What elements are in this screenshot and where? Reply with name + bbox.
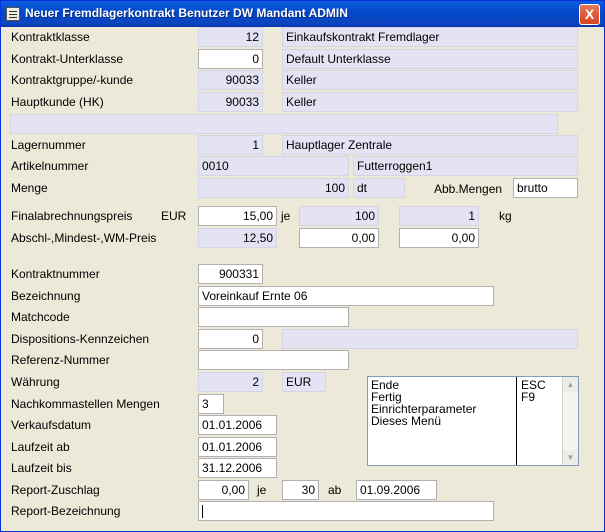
verkaufsdatum-label: Verkaufsdatum (11, 418, 92, 432)
title-bar[interactable] (1, 1, 604, 27)
report-bezeichnung-label: Report-Bezeichnung (11, 504, 121, 518)
command-menu-keys (518, 377, 562, 465)
window-app-icon (6, 7, 20, 21)
kontraktklasse-desc: Einkaufskontrakt Fremdlager (282, 27, 578, 47)
verkaufsdatum-field[interactable]: 01.01.2006 (198, 415, 277, 435)
referenz-field[interactable] (198, 350, 349, 370)
menu-item-dieses-menue[interactable]: Dieses Menü (371, 414, 442, 428)
report-zuschlag-date-field[interactable]: 01.09.2006 (356, 480, 437, 500)
finalpreis-label: Finalabrechnungspreis (11, 209, 133, 223)
report-bezeichnung-field[interactable] (198, 501, 494, 521)
report-zuschlag-per-field[interactable]: 30 (282, 480, 319, 500)
finalpreis-field[interactable]: 15,00 (198, 206, 277, 226)
referenz-label: Referenz-Nummer (11, 353, 110, 367)
waehrung-desc: EUR (282, 372, 326, 392)
kontraktgruppe-desc: Keller (282, 70, 578, 90)
bezeichnung-label: Bezeichnung (11, 289, 81, 303)
nachkomma-label: Nachkommastellen Mengen (11, 397, 160, 411)
menge-field[interactable]: 100 (198, 178, 349, 198)
hauptkunde-desc: Keller (282, 92, 578, 112)
menge-label: Menge (11, 181, 48, 195)
kontraktgruppe-field[interactable]: 90033 (198, 70, 263, 90)
kontraktklasse-field[interactable]: 12 (198, 27, 263, 47)
mindest-price-field[interactable]: 0,00 (299, 228, 379, 248)
kontrakt-unterklasse-field[interactable]: 0 (198, 49, 263, 69)
matchcode-label: Matchcode (11, 310, 70, 324)
hauptkunde-field[interactable]: 90033 (198, 92, 263, 112)
finalpreis-unit: kg (499, 209, 512, 223)
menu-item-einrichterparameter[interactable]: Einrichterparameter (371, 402, 477, 416)
dispo-desc (282, 329, 578, 349)
dispo-label: Dispositions-Kennzeichen (11, 332, 150, 346)
artikelnummer-label: Artikelnummer (11, 159, 89, 173)
finalpreis-per-field[interactable]: 100 (299, 206, 379, 226)
kontraktnummer-label: Kontraktnummer (11, 267, 100, 281)
abb-mengen-field[interactable]: brutto (513, 178, 578, 198)
report-zuschlag-field[interactable]: 0,00 (198, 480, 249, 500)
matchcode-field[interactable] (198, 307, 349, 327)
report-zuschlag-label: Report-Zuschlag (11, 483, 100, 497)
artikelnummer-desc: Futterroggen1 (353, 156, 578, 176)
menge-unit: dt (353, 178, 405, 198)
lagernummer-desc: Hauptlager Zentrale (282, 135, 578, 155)
bezeichnung-field[interactable]: Voreinkauf Ernte 06 (198, 286, 494, 306)
finalpreis-je-label: je (281, 209, 291, 223)
abschl-price-field[interactable]: 12,50 (198, 228, 277, 248)
menu-item-fertig[interactable]: Fertig (371, 390, 402, 404)
laufzeit-bis-field[interactable]: 31.12.2006 (198, 458, 277, 478)
wm-price-field[interactable]: 0,00 (399, 228, 479, 248)
report-zuschlag-je-label: je (257, 483, 267, 497)
scroll-up-icon[interactable]: ▲ (563, 377, 578, 392)
hauptkunde-label: Hauptkunde (HK) (11, 95, 104, 109)
finalpreis-factor-field[interactable]: 1 (399, 206, 479, 226)
close-button[interactable]: X (579, 4, 600, 25)
laufzeit-bis-label: Laufzeit bis (11, 461, 72, 475)
lagernummer-label: Lagernummer (11, 138, 86, 152)
report-zuschlag-ab-label: ab (328, 483, 342, 497)
scroll-down-icon[interactable]: ▼ (563, 450, 578, 465)
lagernummer-field[interactable]: 1 (198, 135, 263, 155)
abschl-label: Abschl-,Mindest-,WM-Preis (11, 231, 157, 245)
kontrakt-unterklasse-desc: Default Unterklasse (282, 49, 578, 69)
kontraktgruppe-label: Kontraktgruppe/-kunde (11, 73, 134, 87)
waehrung-field[interactable]: 2 (198, 372, 263, 392)
waehrung-label: Währung (11, 375, 60, 389)
menu-item-ende[interactable]: Ende (371, 378, 400, 392)
window-title: Neuer Fremdlagerkontrakt Benutzer DW Mandant ADMIN (25, 6, 348, 20)
menu-key-ende: ESC (521, 378, 546, 392)
laufzeit-ab-field[interactable]: 01.01.2006 (198, 437, 277, 457)
command-menu (367, 376, 579, 466)
artikelnummer-field[interactable]: 0010 (198, 156, 349, 176)
info-line (10, 114, 558, 134)
finalpreis-currency: EUR (161, 209, 187, 223)
nachkomma-field[interactable]: 3 (198, 394, 224, 414)
dispo-field[interactable]: 0 (198, 329, 263, 349)
laufzeit-ab-label: Laufzeit ab (11, 440, 70, 454)
kontraktklasse-label: Kontraktklasse (11, 30, 90, 44)
text-cursor (202, 505, 203, 518)
kontrakt-unterklasse-label: Kontrakt-Unterklasse (11, 52, 124, 66)
abb-mengen-label: Abb.Mengen (434, 182, 503, 196)
menu-scrollbar[interactable] (562, 377, 578, 465)
menu-key-fertig: F9 (521, 390, 536, 404)
kontraktnummer-field[interactable]: 900331 (198, 264, 263, 284)
command-menu-labels (368, 377, 517, 465)
